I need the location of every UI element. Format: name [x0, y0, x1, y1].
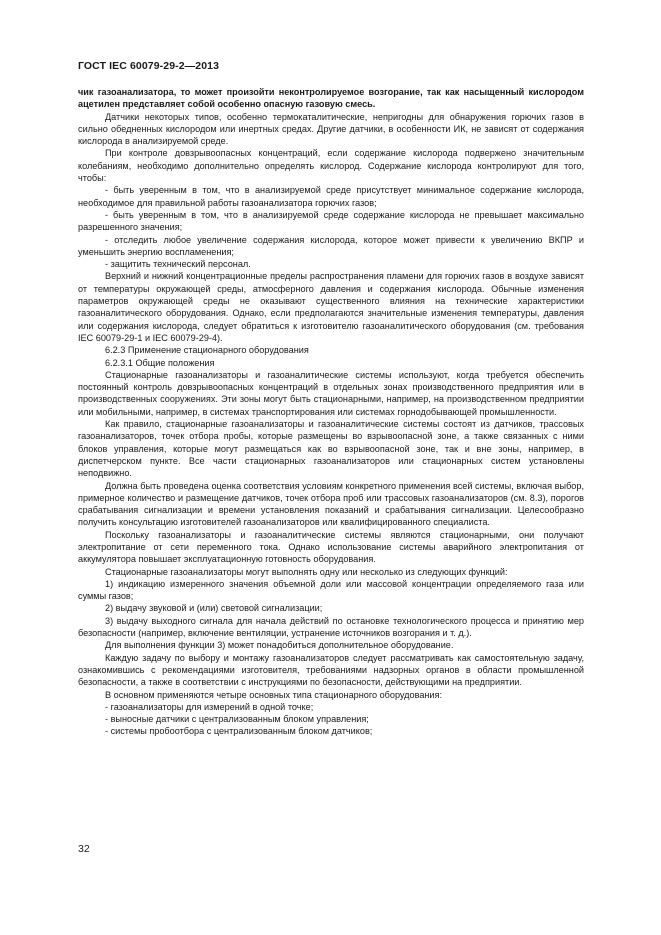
paragraph-power-supply: Поскольку газоанализаторы и газоаналитические системы являются стационарными, они получают электропитание от сети переменного тока. Однако использование системы аварийного электропитания от аккумулятора повышает эксплуатационную готовность оборудования. — [78, 529, 584, 565]
paragraph-sensor-types: Датчики некоторых типов, особенно термокаталитические, непригодны для обнаружения горючих газов в сильно обедненных кислородом или инертных средах. Другие датчики, в особенности ИК, не зависят от содержания кислорода в анализируемой среде. — [78, 111, 584, 147]
paragraph-oxygen-control: При контроле довзрывоопасных концентраций, если содержание кислорода подвержено значительным колебаниям, необходимо дополнительно определять кислород. Содержание кислорода контролируют для того, чтобы: — [78, 148, 584, 184]
paragraph-functions-intro: Стационарные газоанализаторы могут выполнять одну или несколько из следующих функций: — [105, 566, 508, 577]
list-item: - газоанализаторы для измерений в одной точке; — [105, 701, 314, 712]
paragraph-ozone-warning: чик газоанализатора, то может произойти неконтролируемое возгорание, так как насыщенный кислородом ацетилен представляет собой особенно опасную газовую смесь. — [78, 87, 584, 110]
list-item: 2) выдачу звуковой и (или) световой сигнализации; — [105, 603, 323, 614]
paragraph-stationary-usage: Стационарные газоанализаторы и газоаналитические системы используют, когда требуется обеспечить постоянный контроль довзрывоопасных концентраций в отдельных зонах производственного предприятия или в производственных сооружениях. Эти зоны могут быть стационарными, например, на производственном предприятии или мобильными, например, в системах транспортирования или системах горнодобывающей промышленности. — [78, 369, 584, 417]
list-item: - быть уверенным в том, что в анализируемой среде содержание кислорода не превышает максимально разрешенного значения; — [78, 209, 584, 233]
list-item: - выносные датчики с централизованным блоком управления; — [105, 714, 369, 725]
paragraph-conformity-assessment: Должна быть проведена оценка соответствия условиям конкретного применения всей системы, включая выбор, примерное количество и размещение датчиков, точек отбора проб или трассовых газоанализаторов (см. 8.3), порогов срабатывания сигнализации и времени установления показаний и срабатывания сигнализации. Целесообразно получить консультацию изготовителей газоанализаторов или квалифицированного специалиста. — [78, 480, 584, 528]
subsection-heading: 6.2.3.1 Общие положения — [105, 357, 215, 368]
paragraph-selection-task: Каждую задачу по выбору и монтажу газоанализаторов следует рассматривать как самостоятельную задачу, ознакомившись с рекомендациями изготовителя, требованиями надзорных органов в области промышленной безопасности, а также в соответствии с инструкциями по безопасности, действующими на предприятии. — [78, 652, 584, 688]
list-item: - отследить любое увеличение содержания кислорода, которое может привести к увеличению ВКПР и уменьшить энергию воспламенения; — [78, 234, 584, 257]
section-heading: 6.2.3 Применение стационарного оборудования — [105, 345, 309, 356]
list-item: 1) индикацию измеренного значения объемной доли или массовой концентрации определяемого газа или суммы газов; — [78, 578, 584, 602]
list-item: - системы пробоотбора с централизованным блоком датчиков; — [105, 726, 373, 737]
list-item: 3) выдачу выходного сигнала для начала действий по остановке технологического процесса и принятию мер безопасности (например, включение вентиляции, устранение источников возгорания и т. д.). — [78, 615, 584, 639]
document-header: ГОСТ IEC 60079-29-2—2013 — [78, 60, 220, 72]
paragraph-stationary-composition: Как правило, стационарные газоанализаторы и газоаналитические системы состоят из датчиков, трассовых газоанализаторов, точек отбора пробы, которые размещены во взрывоопасной зоне, а также связанных с ними блоков управления, которые могут размещаться как во взрывоопасной зоне, так и вне зоны, например, в диспетчерском пункте. Все части стационарных газоанализаторов или стационарных систем установлены неподвижно. — [78, 419, 584, 479]
list-item: - быть уверенным в том, что в анализируемой среде присутствует минимальное содержание кислорода, необходимое для правильной работы газоанализатора горючих газов; — [78, 185, 584, 208]
document-body — [78, 86, 584, 738]
paragraph-flammability-limits: Верхний и нижний концентрационные пределы распространения пламени для горючих газов в воздухе зависят от температуры окружающей среды, атмосферного давления и содержания кислорода. Обычные изменения параметров окружающей среды не оказывают существенного влияния на технические характеристики газоаналитического оборудования. Однако, если предполагаются значительные изменения температуры, давления или содержания кислорода, следует обратиться к изготовителю газоаналитического оборудования (см. требования IEC 60079-29-1 и IEC 60079-29-4). — [78, 271, 584, 343]
page-number: 32 — [78, 843, 90, 855]
paragraph-equipment-types: В основном применяются четыре основных типа стационарного оборудования: — [105, 689, 443, 700]
paragraph-additional-equipment: Для выполнения функции 3) может понадобиться дополнительное оборудование. — [105, 640, 454, 651]
list-item: - защитить технический персонал. — [105, 259, 251, 270]
